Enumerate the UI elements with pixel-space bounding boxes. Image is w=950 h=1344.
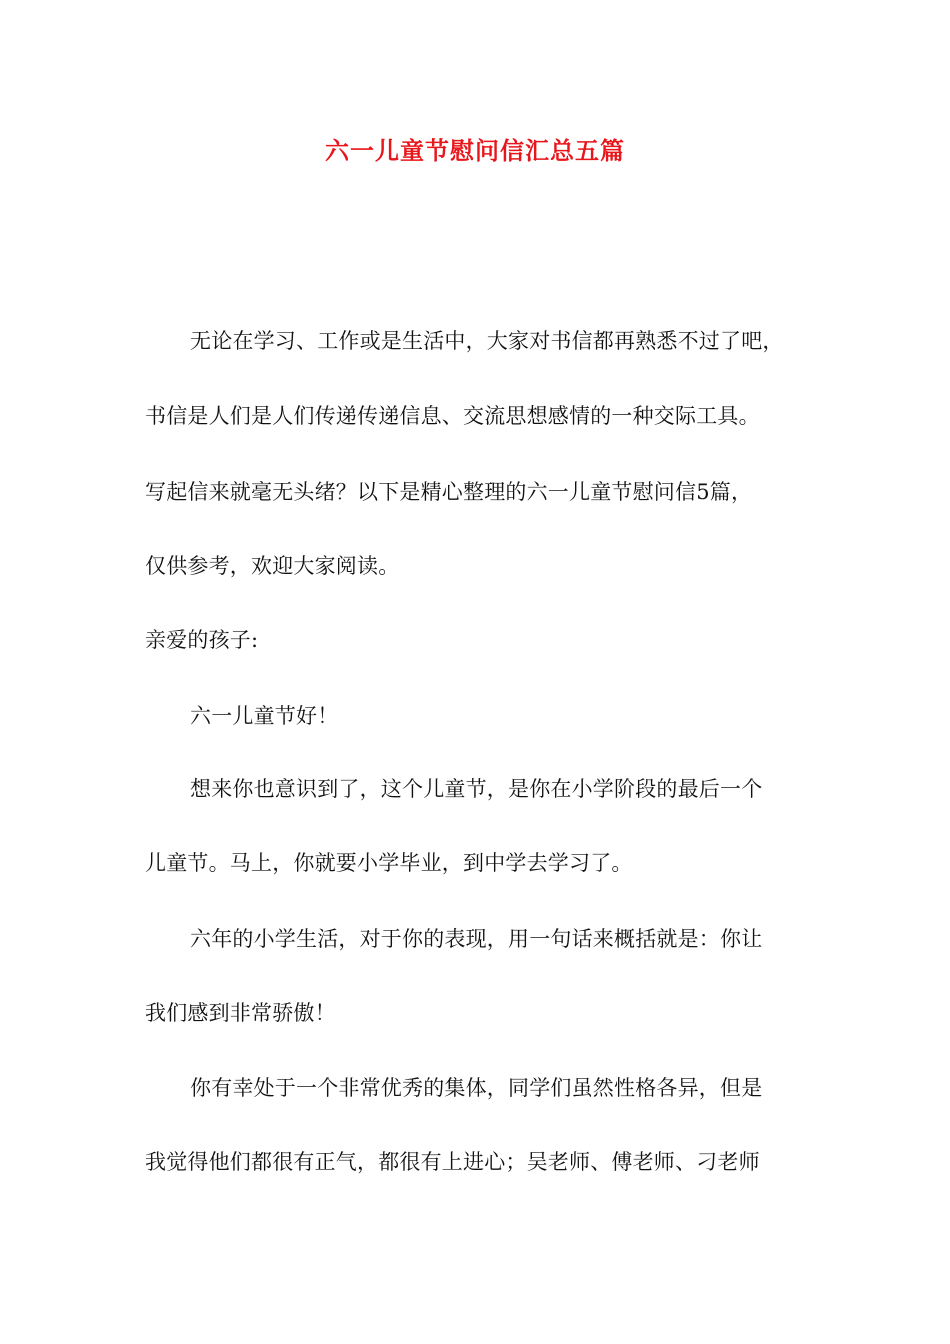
paragraph-line: 我觉得他们都很有正气，都很有上进心；吴老师、傅老师、刁老师 [145, 1150, 760, 1174]
paragraph-line: 想来你也意识到了，这个儿童节，是你在小学阶段的最后一个 [190, 777, 763, 801]
paragraph-line: 仅供参考，欢迎大家阅读。 [145, 554, 400, 578]
paragraph-line: 六年的小学生活，对于你的表现，用一句话来概括就是：你让 [190, 927, 763, 951]
paragraph-line: 六一儿童节好！ [190, 704, 339, 728]
paragraph-line: 写起信来就毫无头绪？以下是精心整理的六一儿童节慰问信5篇， [145, 480, 753, 504]
paragraph-line: 你有幸处于一个非常优秀的集体，同学们虽然性格各异，但是 [190, 1076, 763, 1100]
document-title: 六一儿童节慰问信汇总五篇 [325, 136, 625, 165]
paragraph-line: 儿童节。马上，你就要小学毕业，到中学去学习了。 [145, 851, 633, 875]
paragraph-line: 书信是人们是人们传递传递信息、交流思想感情的一种交际工具。 [145, 404, 760, 428]
salutation: 亲爱的孩子: [145, 628, 259, 652]
paragraph-line: 我们感到非常骄傲！ [145, 1001, 336, 1025]
paragraph-line: 无论在学习、工作或是生活中，大家对书信都再熟悉不过了吧， [190, 329, 784, 353]
